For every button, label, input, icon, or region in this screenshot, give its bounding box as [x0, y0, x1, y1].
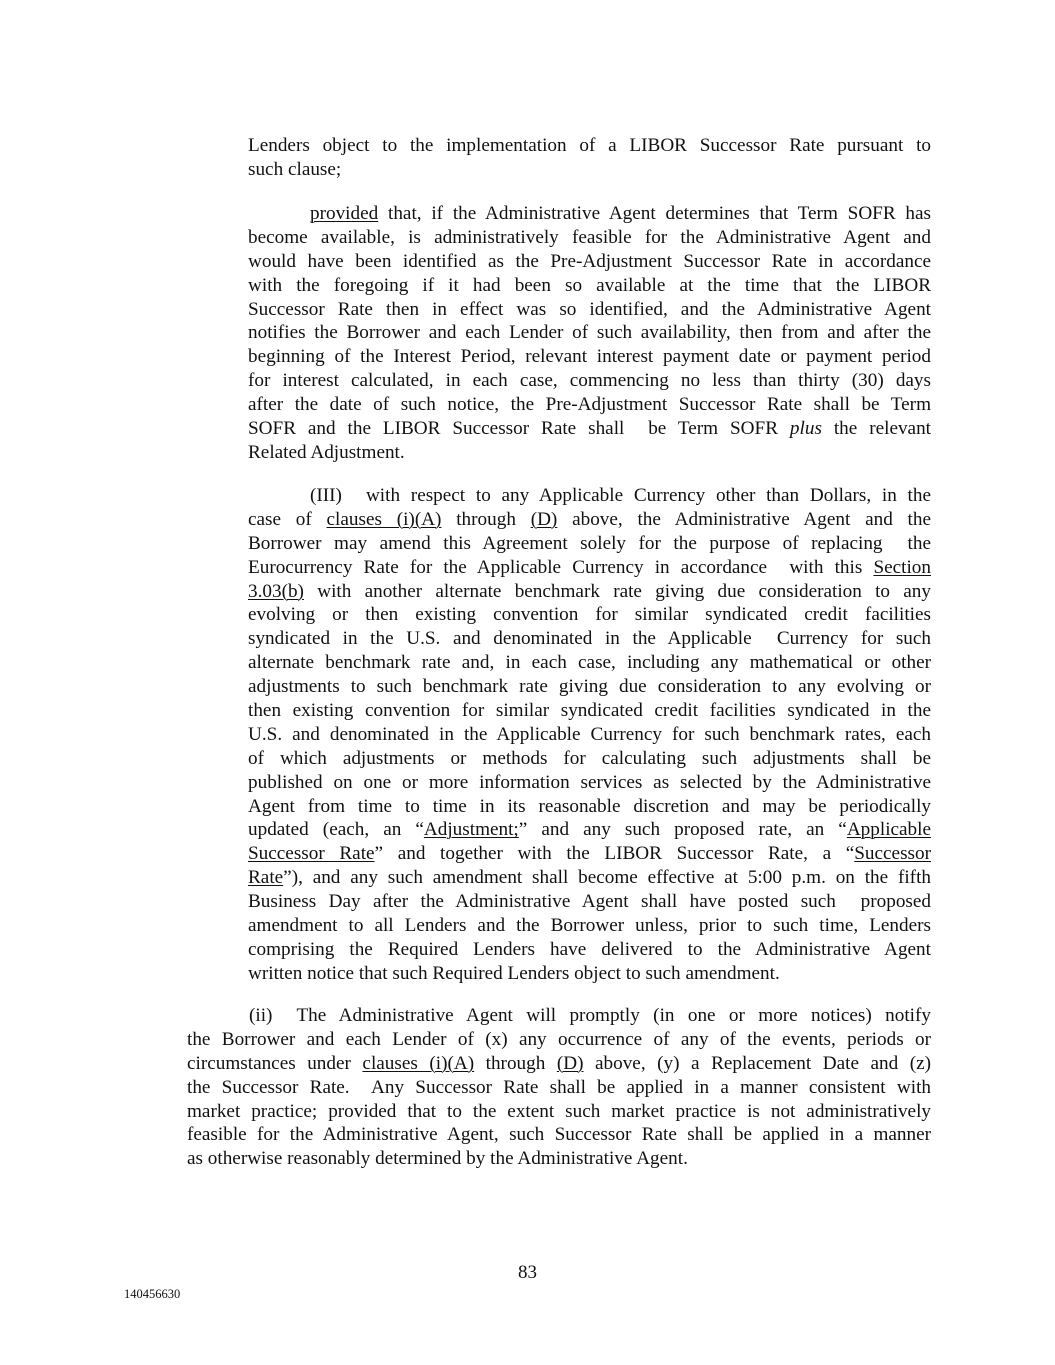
text-line: written notice that such Required Lenders object to such amendment. [248, 962, 780, 984]
text-line [187, 1052, 931, 1076]
text-run: with respect to any Applicable Currency other than Dollars, in the [365, 485, 931, 506]
text-line: with the foregoing if it had been so available at the time that the LIBOR [248, 274, 931, 296]
cross-reference-link[interactable]: clauses (i)(A) [326, 508, 442, 530]
text-run: above, (y) a Replacement Date and (z) [583, 1052, 932, 1074]
text-line: Borrower may amend this Agreement solely for the purpose of replacing the [248, 532, 931, 554]
text-line: as otherwise reasonably determined by the Administrative Agent. [187, 1148, 688, 1170]
document-id: 140456630 [124, 1287, 181, 1301]
text-line [248, 818, 931, 842]
text-line: notifies the Borrower and each Lender of such availability, then from and after the [248, 322, 931, 344]
text-line: feasible for the Administrative Agent, such Successor Rate shall be applied in a manner [187, 1124, 931, 1146]
text-line: would have been identified as the Pre-Adjustment Successor Rate in accordance [248, 250, 931, 272]
text-line [187, 1004, 931, 1028]
defined-term: Applicable [846, 819, 931, 841]
text-line: such clause; [248, 158, 342, 180]
paragraph-continuation [248, 134, 931, 182]
text-line [248, 417, 931, 441]
text-line: beginning of the Interest Period, relevant interest payment date or payment period [248, 346, 931, 368]
text-run: circumstances under [187, 1052, 363, 1074]
text-line: adjustments to such benchmark rate giving due consideration to any evolving or [248, 676, 931, 698]
text-run: The Administrative Agent will promptly (in one or more notices) notify [296, 1005, 931, 1026]
text-line [248, 508, 931, 532]
text-run: updated (each, an “ [248, 819, 424, 841]
text-line: Business Day after the Administrative Agent shall have posted such proposed [248, 891, 931, 913]
paragraph-clause-ii [187, 1004, 931, 1171]
text-line: Related Adjustment. [248, 441, 405, 463]
cross-reference-link[interactable]: clauses (i)(A) [362, 1052, 475, 1074]
paragraph-proviso [248, 202, 931, 465]
text-line: for interest calculated, in each case, commencing no less than thirty (30) days [248, 370, 931, 392]
text-run: Eurocurrency Rate for the Applicable Currency in accordance with this [248, 556, 874, 578]
text-line: amendment to all Lenders and the Borrower unless, prior to such time, Lenders [248, 915, 931, 937]
text-line: Successor Rate then in effect was so identified, and the Administrative Agent [248, 298, 931, 320]
text-line [248, 866, 931, 890]
text-line [248, 484, 931, 508]
text-line [248, 580, 931, 604]
section-reference-link[interactable]: Section [873, 556, 931, 578]
provided-term: provided [310, 203, 379, 224]
text-line: published on one or more information services as selected by the Administrative [248, 771, 931, 793]
defined-term: Successor Rate [248, 843, 375, 865]
text-line: alternate benchmark rate and, in each case, including any mathematical or other [248, 652, 931, 674]
text-run: that, if the Administrative Agent determines that Term SOFR has [378, 203, 931, 224]
text-line [248, 842, 931, 866]
clause-label: (III) [310, 485, 342, 506]
defined-term: Successor [854, 843, 931, 865]
cross-reference-link[interactable]: (D) [556, 1052, 584, 1074]
text-line: of which adjustments or methods for calculating such adjustments shall be [248, 747, 931, 769]
text-run: ” and together with the LIBOR Successor Rate, a “ [374, 843, 855, 865]
text-run: ” and any such proposed rate, an “ [518, 819, 847, 841]
text-line [248, 556, 931, 580]
text-line: Agent from time to time in its reasonable discretion and may be periodically [248, 795, 931, 817]
text-run: the relevant [821, 418, 931, 440]
text-line [248, 202, 931, 226]
text-line: the Borrower and each Lender of (x) any occurrence of any of the events, periods or [187, 1028, 931, 1050]
defined-term: Rate [248, 867, 284, 889]
defined-term: Adjustment; [423, 819, 519, 841]
text-line: comprising the Required Lenders have delivered to the Administrative Agent [248, 938, 931, 960]
text-run: SOFR and the LIBOR Successor Rate shall be Term SOFR [248, 418, 790, 440]
text-line: after the date of such notice, the Pre-Adjustment Successor Rate shall be Term [248, 394, 931, 416]
clause-label: (ii) [249, 1005, 273, 1026]
cross-reference-link[interactable]: (D) [530, 508, 558, 530]
text-run: with another alternate benchmark rate giving due consideration to any [303, 580, 931, 602]
text-line: become available, is administratively feasible for the Administrative Agent and [248, 226, 931, 248]
text-run: above, the Administrative Agent and the [557, 508, 931, 530]
paragraph-clause-iii [248, 484, 931, 986]
text-line: then existing convention for similar syndicated credit facilities syndicated in the [248, 700, 931, 722]
text-line: Lenders object to the implementation of a LIBOR Successor Rate pursuant to [248, 135, 931, 156]
text-run: ”), and any such amendment shall become effective at 5:00 p.m. on the fifth [283, 867, 931, 889]
text-run: through [474, 1052, 557, 1074]
text-run: case of [248, 508, 327, 530]
page-number: 83 [518, 1262, 537, 1283]
text-line: market practice; provided that to the extent such market practice is not administratively [187, 1100, 931, 1122]
italic-term: plus [789, 418, 822, 440]
text-line: U.S. and denominated in the Applicable Currency for such benchmark rates, each [248, 723, 931, 745]
section-reference-link[interactable]: 3.03(b) [248, 580, 304, 602]
text-line: the Successor Rate. Any Successor Rate shall be applied in a manner consistent with [187, 1076, 931, 1098]
text-line: syndicated in the U.S. and denominated in the Applicable Currency for such [248, 628, 931, 650]
text-line: evolving or then existing convention for similar syndicated credit facilities [248, 604, 931, 626]
text-run: through [441, 508, 531, 530]
